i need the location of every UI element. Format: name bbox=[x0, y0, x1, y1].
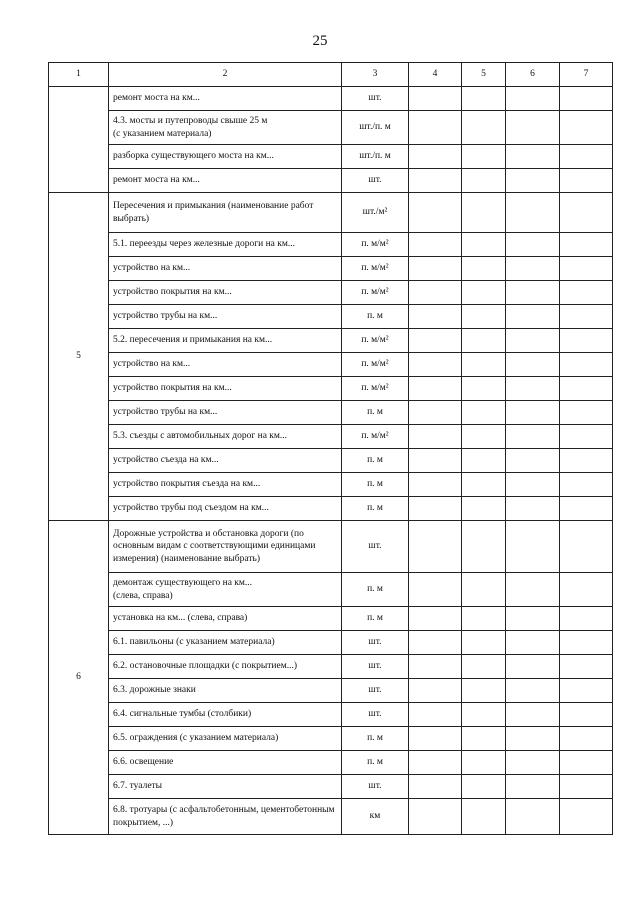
work-name-cell: 6.3. дорожные знаки bbox=[109, 679, 342, 703]
empty-cell bbox=[409, 193, 462, 233]
table-row bbox=[49, 329, 613, 353]
empty-cell bbox=[560, 233, 613, 257]
empty-cell bbox=[506, 799, 560, 835]
table-row bbox=[49, 521, 613, 573]
empty-cell bbox=[560, 169, 613, 193]
work-name-cell: 6.7. туалеты bbox=[109, 775, 342, 799]
empty-cell bbox=[560, 703, 613, 727]
empty-cell bbox=[506, 87, 560, 111]
empty-cell bbox=[506, 449, 560, 473]
empty-cell bbox=[409, 257, 462, 281]
empty-cell bbox=[462, 655, 506, 679]
work-name-cell: ремонт моста на км... bbox=[109, 169, 342, 193]
empty-cell bbox=[506, 727, 560, 751]
empty-cell bbox=[409, 449, 462, 473]
work-name-cell: 6.4. сигнальные тумбы (столбики) bbox=[109, 703, 342, 727]
empty-cell bbox=[560, 377, 613, 401]
empty-cell bbox=[560, 631, 613, 655]
empty-cell bbox=[409, 679, 462, 703]
empty-cell bbox=[462, 799, 506, 835]
work-name-cell: устройство покрытия на км... bbox=[109, 377, 342, 401]
table-row bbox=[49, 449, 613, 473]
empty-cell bbox=[506, 655, 560, 679]
empty-cell bbox=[506, 329, 560, 353]
empty-cell bbox=[506, 401, 560, 425]
work-name-cell: 4.3. мосты и путепроводы свыше 25 м (с указанием материала) bbox=[109, 111, 342, 145]
unit-cell: шт. bbox=[342, 775, 409, 799]
empty-cell bbox=[560, 655, 613, 679]
empty-cell bbox=[560, 607, 613, 631]
work-name-cell: установка на км... (слева, справа) bbox=[109, 607, 342, 631]
empty-cell bbox=[462, 573, 506, 607]
empty-cell bbox=[409, 751, 462, 775]
empty-cell bbox=[409, 473, 462, 497]
table-row bbox=[49, 377, 613, 401]
work-name-cell: 5.2. пересечения и примыкания на км... bbox=[109, 329, 342, 353]
empty-cell bbox=[462, 679, 506, 703]
empty-cell bbox=[409, 111, 462, 145]
empty-cell bbox=[409, 233, 462, 257]
empty-cell bbox=[409, 87, 462, 111]
empty-cell bbox=[560, 473, 613, 497]
empty-cell bbox=[506, 169, 560, 193]
unit-cell: п. м bbox=[342, 751, 409, 775]
group-number-cell: 6 bbox=[49, 521, 109, 835]
empty-cell bbox=[409, 281, 462, 305]
work-name-cell: 6.5. ограждения (с указанием материала) bbox=[109, 727, 342, 751]
table-row bbox=[49, 573, 613, 607]
unit-cell: шт. bbox=[342, 655, 409, 679]
table-row bbox=[49, 631, 613, 655]
column-header: 7 bbox=[560, 63, 613, 87]
group-number-cell bbox=[49, 87, 109, 193]
work-name-cell: устройство трубы на км... bbox=[109, 401, 342, 425]
table-row bbox=[49, 727, 613, 751]
unit-cell: п. м bbox=[342, 401, 409, 425]
empty-cell bbox=[506, 233, 560, 257]
unit-cell: п. м/м² bbox=[342, 257, 409, 281]
table-row bbox=[49, 169, 613, 193]
empty-cell bbox=[462, 775, 506, 799]
work-name-cell: Дорожные устройства и обстановка дороги (по основным видам с соответствующими единицами измерения) (наименование выбрать) bbox=[109, 521, 342, 573]
empty-cell bbox=[506, 281, 560, 305]
empty-cell bbox=[462, 703, 506, 727]
work-name-cell: устройство на км... bbox=[109, 257, 342, 281]
table-row bbox=[49, 679, 613, 703]
empty-cell bbox=[409, 377, 462, 401]
empty-cell bbox=[506, 305, 560, 329]
column-header: 5 bbox=[462, 63, 506, 87]
work-name-cell: 6.2. остановочные площадки (с покрытием...) bbox=[109, 655, 342, 679]
page-number: 25 bbox=[312, 33, 328, 49]
work-name-cell: устройство трубы под съездом на км... bbox=[109, 497, 342, 521]
empty-cell bbox=[462, 281, 506, 305]
empty-cell bbox=[560, 775, 613, 799]
empty-cell bbox=[560, 257, 613, 281]
empty-cell bbox=[462, 727, 506, 751]
unit-cell: п. м bbox=[342, 305, 409, 329]
empty-cell bbox=[409, 305, 462, 329]
table-row bbox=[49, 703, 613, 727]
empty-cell bbox=[462, 449, 506, 473]
work-name-cell: устройство покрытия съезда на км... bbox=[109, 473, 342, 497]
empty-cell bbox=[462, 401, 506, 425]
work-name-cell: 6.1. павильоны (с указанием материала) bbox=[109, 631, 342, 655]
column-header: 2 bbox=[109, 63, 342, 87]
table-row bbox=[49, 775, 613, 799]
table-row bbox=[49, 233, 613, 257]
empty-cell bbox=[506, 145, 560, 169]
unit-cell: шт. bbox=[342, 521, 409, 573]
empty-cell bbox=[506, 193, 560, 233]
empty-cell bbox=[560, 353, 613, 377]
empty-cell bbox=[506, 573, 560, 607]
unit-cell: шт./м² bbox=[342, 193, 409, 233]
table-row bbox=[49, 497, 613, 521]
empty-cell bbox=[409, 727, 462, 751]
empty-cell bbox=[409, 703, 462, 727]
empty-cell bbox=[409, 401, 462, 425]
empty-cell bbox=[462, 497, 506, 521]
empty-cell bbox=[560, 193, 613, 233]
unit-cell: п. м/м² bbox=[342, 377, 409, 401]
unit-cell: п. м bbox=[342, 449, 409, 473]
empty-cell bbox=[506, 377, 560, 401]
empty-cell bbox=[506, 775, 560, 799]
work-name-cell: демонтаж существующего на км... (слева, справа) bbox=[109, 573, 342, 607]
table-row bbox=[49, 111, 613, 145]
empty-cell bbox=[560, 679, 613, 703]
table-row bbox=[49, 655, 613, 679]
empty-cell bbox=[462, 751, 506, 775]
unit-cell: шт. bbox=[342, 631, 409, 655]
empty-cell bbox=[462, 193, 506, 233]
unit-cell: п. м bbox=[342, 497, 409, 521]
table-row bbox=[49, 145, 613, 169]
empty-cell bbox=[409, 145, 462, 169]
empty-cell bbox=[462, 473, 506, 497]
empty-cell bbox=[462, 169, 506, 193]
empty-cell bbox=[560, 799, 613, 835]
empty-cell bbox=[560, 573, 613, 607]
empty-cell bbox=[506, 497, 560, 521]
empty-cell bbox=[560, 521, 613, 573]
table-row bbox=[49, 87, 613, 111]
table-row bbox=[49, 401, 613, 425]
empty-cell bbox=[409, 655, 462, 679]
empty-cell bbox=[506, 111, 560, 145]
unit-cell: шт. bbox=[342, 679, 409, 703]
empty-cell bbox=[462, 111, 506, 145]
empty-cell bbox=[560, 425, 613, 449]
table-row bbox=[49, 305, 613, 329]
empty-cell bbox=[506, 473, 560, 497]
table-row bbox=[49, 473, 613, 497]
empty-cell bbox=[560, 87, 613, 111]
empty-cell bbox=[506, 521, 560, 573]
empty-cell bbox=[560, 145, 613, 169]
empty-cell bbox=[560, 497, 613, 521]
table-row bbox=[49, 193, 613, 233]
column-header: 3 bbox=[342, 63, 409, 87]
empty-cell bbox=[462, 607, 506, 631]
column-header: 1 bbox=[49, 63, 109, 87]
unit-cell: п. м bbox=[342, 727, 409, 751]
empty-cell bbox=[560, 401, 613, 425]
empty-cell bbox=[462, 425, 506, 449]
group-number-cell: 5 bbox=[49, 193, 109, 521]
work-name-cell: Пересечения и примыкания (наименование работ выбрать) bbox=[109, 193, 342, 233]
empty-cell bbox=[560, 751, 613, 775]
empty-cell bbox=[462, 305, 506, 329]
unit-cell: п. м/м² bbox=[342, 329, 409, 353]
table-row bbox=[49, 353, 613, 377]
table-row bbox=[49, 425, 613, 449]
empty-cell bbox=[409, 425, 462, 449]
empty-cell bbox=[560, 727, 613, 751]
work-name-cell: устройство на км... bbox=[109, 353, 342, 377]
table-row bbox=[49, 281, 613, 305]
unit-cell: п. м bbox=[342, 607, 409, 631]
unit-cell: п. м/м² bbox=[342, 281, 409, 305]
empty-cell bbox=[506, 751, 560, 775]
unit-cell: п. м bbox=[342, 473, 409, 497]
unit-cell: п. м/м² bbox=[342, 233, 409, 257]
work-name-cell: 5.3. съезды с автомобильных дорог на км... bbox=[109, 425, 342, 449]
empty-cell bbox=[560, 329, 613, 353]
unit-cell: км bbox=[342, 799, 409, 835]
empty-cell bbox=[409, 521, 462, 573]
table-row bbox=[49, 751, 613, 775]
table-row bbox=[49, 607, 613, 631]
table-row bbox=[49, 257, 613, 281]
unit-cell: п. м bbox=[342, 573, 409, 607]
empty-cell bbox=[409, 607, 462, 631]
empty-cell bbox=[409, 573, 462, 607]
empty-cell bbox=[506, 631, 560, 655]
empty-cell bbox=[409, 169, 462, 193]
work-name-cell: разборка существующего моста на км... bbox=[109, 145, 342, 169]
empty-cell bbox=[506, 703, 560, 727]
empty-cell bbox=[409, 497, 462, 521]
empty-cell bbox=[462, 257, 506, 281]
empty-cell bbox=[560, 449, 613, 473]
work-name-cell: 5.1. переезды через железные дороги на км... bbox=[109, 233, 342, 257]
empty-cell bbox=[560, 111, 613, 145]
empty-cell bbox=[506, 425, 560, 449]
work-name-cell: 6.6. освещение bbox=[109, 751, 342, 775]
table-row bbox=[49, 799, 613, 835]
empty-cell bbox=[506, 353, 560, 377]
work-name-cell: устройство съезда на км... bbox=[109, 449, 342, 473]
work-name-cell: 6.8. тротуары (с асфальтобетонным, цементобетонным покрытием, ...) bbox=[109, 799, 342, 835]
work-name-cell: устройство трубы на км... bbox=[109, 305, 342, 329]
empty-cell bbox=[462, 353, 506, 377]
empty-cell bbox=[506, 607, 560, 631]
column-header: 4 bbox=[409, 63, 462, 87]
unit-cell: шт./п. м bbox=[342, 145, 409, 169]
empty-cell bbox=[462, 631, 506, 655]
unit-cell: шт. bbox=[342, 87, 409, 111]
empty-cell bbox=[462, 377, 506, 401]
work-name-cell: ремонт моста на км... bbox=[109, 87, 342, 111]
empty-cell bbox=[462, 87, 506, 111]
empty-cell bbox=[462, 521, 506, 573]
work-name-cell: устройство покрытия на км... bbox=[109, 281, 342, 305]
empty-cell bbox=[409, 329, 462, 353]
unit-cell: п. м/м² bbox=[342, 353, 409, 377]
header-row bbox=[49, 63, 613, 87]
unit-cell: шт. bbox=[342, 169, 409, 193]
empty-cell bbox=[462, 145, 506, 169]
column-header: 6 bbox=[506, 63, 560, 87]
empty-cell bbox=[506, 679, 560, 703]
empty-cell bbox=[409, 353, 462, 377]
works-table bbox=[48, 62, 613, 835]
empty-cell bbox=[560, 305, 613, 329]
empty-cell bbox=[409, 799, 462, 835]
empty-cell bbox=[560, 281, 613, 305]
unit-cell: шт./п. м bbox=[342, 111, 409, 145]
unit-cell: шт. bbox=[342, 703, 409, 727]
empty-cell bbox=[462, 329, 506, 353]
empty-cell bbox=[462, 233, 506, 257]
empty-cell bbox=[506, 257, 560, 281]
unit-cell: п. м/м² bbox=[342, 425, 409, 449]
empty-cell bbox=[409, 631, 462, 655]
empty-cell bbox=[409, 775, 462, 799]
